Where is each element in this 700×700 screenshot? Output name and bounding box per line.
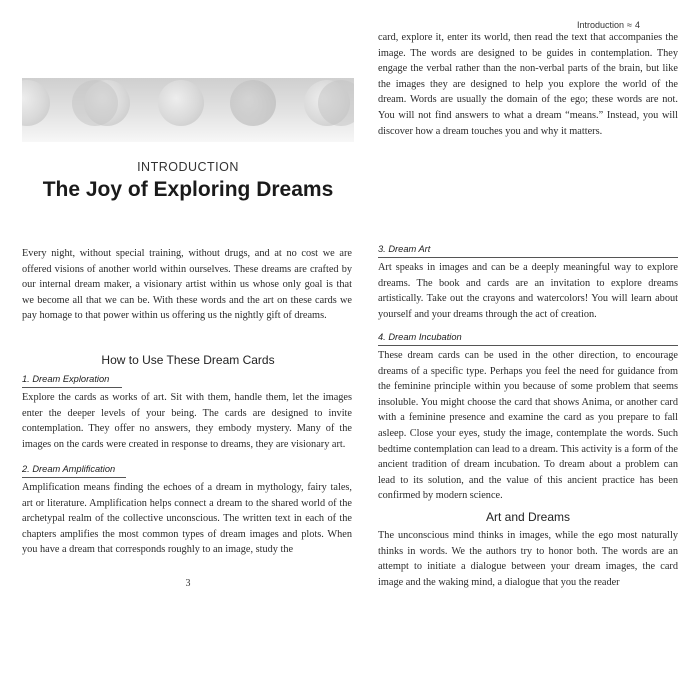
moon-shadow-icon <box>72 80 118 126</box>
left-page <box>22 78 354 610</box>
section-2-paragraph: Amplification means finding the echoes of a dream in mythology, fairy tales, art or literature. Amplification helps connect a dream to the shared world of the archetypal realm of the collective unconscious. The written text in each of the chapters amplifies the most common types of dream images and plots. When you have a dream that corresponds roughly to an image, study the <box>22 482 352 556</box>
intro-paragraph: Every night, without special training, without drugs, and at no cost we are offered visions of another world within ourselves. These dreams are crafted by our internal dream maker, a visionary artist within us whose only goal is that we become all that we can be. With these words and the art on these cards we pay homage to that power within us offering us the nightly gift of dreams. <box>22 248 352 322</box>
page-number: 3 <box>185 578 191 589</box>
section-1-rule <box>22 387 122 388</box>
how-to-heading: How to Use These Dream Cards <box>101 353 275 367</box>
continued-paragraph: card, explore it, enter its world, then read the text that accompanies the image. The words are designed to be guides in contemplation. They engage the verbal rather than the non-verbal parts of the brain, but like the images they are designed to help you explore the world of the dream. Words are usually the domain of the ego; these words are not. You will not find answers to what a dream “means.” Instead, you will discover how a dream touches you and why it matters. <box>378 32 678 137</box>
section-4-heading: 4. Dream Incubation <box>378 332 462 342</box>
moon-phases-header-image <box>22 78 354 142</box>
moon-phase-icon <box>158 80 204 126</box>
section-label: INTRODUCTION <box>137 160 239 174</box>
section-4-paragraph: These dream cards can be used in the other direction, to encourage dreams of a specific type. Perhaps you feel the need for guidance from the feminine principle within you because of some problem that seems insoluble. You might choose the card that shows Anima, or another card with a feminine presence and examine the card as you prepare to fall asleep. Close your eyes, study the image, contemplate the words. Such bedtime contemplation can lead to a dream. This activity is a form of the ancient tradition of dream incubation. To dream about a problem can lead to its solution, and the value of this ancient practice has been confirmed by modern science. <box>378 350 678 502</box>
right-page <box>378 20 678 610</box>
section-3-heading: 3. Dream Art <box>378 244 431 254</box>
section-2-rule <box>22 477 126 478</box>
art-and-dreams-paragraph: The unconscious mind thinks in images, while the ego most naturally thinks in words. We the authors try to honor both. The words are an attempt to initiate a dialogue between your dream images, the card image and the waking mind, a dialogue that you the reader <box>378 530 678 588</box>
moon-glyph-icon: ≈ <box>627 20 632 30</box>
moon-phase-icon <box>22 80 50 126</box>
section-2-heading: 2. Dream Amplification <box>22 464 116 474</box>
section-4-rule <box>378 345 678 346</box>
section-3-paragraph: Art speaks in images and can be a deeply meaningful way to explore dreams. The book and cards are an invitation to explore dreams artistically. Take out the crayons and watercolors! You will learn about yourself and your dreams through the act of creation. <box>378 262 678 320</box>
art-and-dreams-heading: Art and Dreams <box>485 510 571 524</box>
section-3-rule <box>378 257 678 258</box>
moon-phase-icon <box>230 80 276 126</box>
running-head <box>577 20 640 30</box>
section-1-paragraph: Explore the cards as works of art. Sit with them, handle them, let the images enter the deeper levels of your being. The cards are designed to invite contemplation. They offer no answers, they embody mystery. Many of the images on the cards were created in response to dreams, they are visionary art. <box>22 392 352 450</box>
chapter-title: The Joy of Exploring Dreams <box>42 178 334 201</box>
section-1-heading: 1. Dream Exploration <box>22 374 110 384</box>
running-head-title: Introduction <box>577 20 625 30</box>
running-head-page: 4 <box>634 20 640 30</box>
